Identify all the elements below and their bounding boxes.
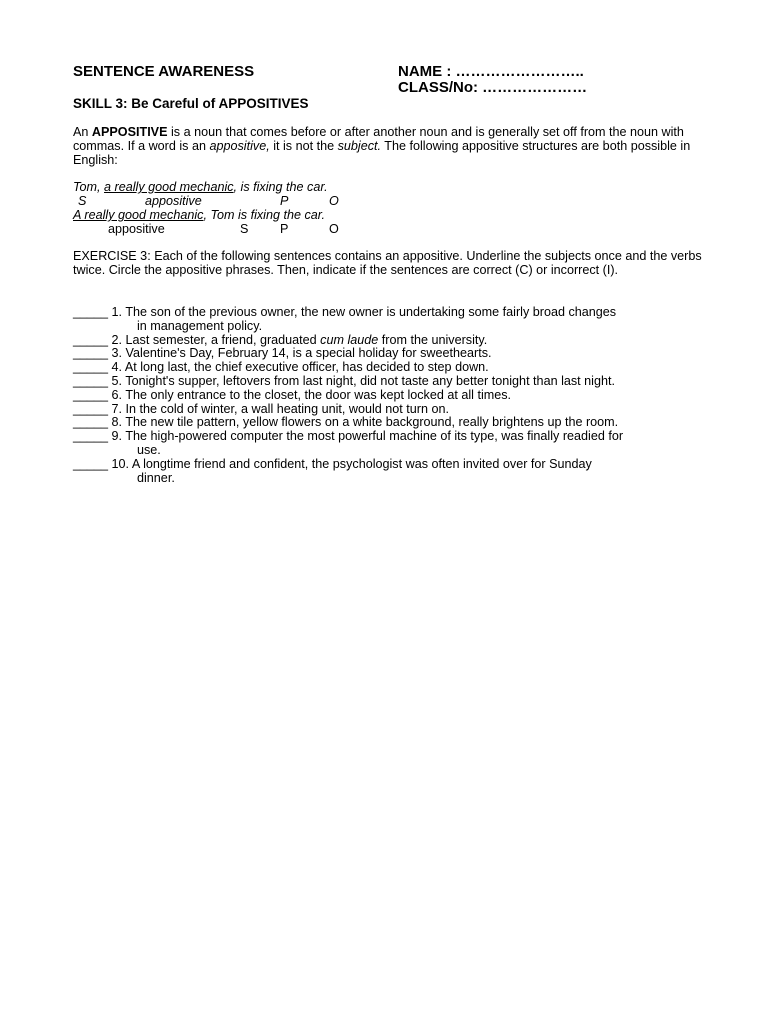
answer-blank[interactable]: _____ xyxy=(73,346,109,360)
name-field: NAME : …………………….. xyxy=(398,63,584,80)
exercise-item-1: _____ 1. The son of the previous owner, the new owner is undertaking some fairly broad changes in management policy. xyxy=(73,305,617,333)
exercise-item-8: _____ 8. The new tile pattern, yellow flowers on a white background, really brightens up the room. xyxy=(73,415,619,429)
exercise-item-5: _____ 5. Tonight's supper, leftovers from last night, did not taste any better tonight than last night. xyxy=(73,374,615,388)
answer-blank[interactable]: _____ xyxy=(73,429,109,443)
skill-heading: SKILL 3: Be Careful of APPOSITIVES xyxy=(73,96,309,111)
answer-blank[interactable]: _____ xyxy=(73,360,109,374)
exercise-item-2: _____ 2. Last semester, a friend, graduated cum laude from the university. xyxy=(73,333,488,347)
answer-blank[interactable]: _____ xyxy=(73,305,109,319)
example-1-label-appositive: appositive xyxy=(145,194,202,208)
exercise-item-7: _____ 7. In the cold of winter, a wall heating unit, would not turn on. xyxy=(73,402,449,416)
intro-paragraph: An APPOSITIVE is a noun that comes before or after another noun and is generally set off from the noun with commas. If a word is an appositive, it is not the subject. The following appositive structures are both possible in English: xyxy=(73,125,691,167)
example-1-label-s: S xyxy=(78,194,87,208)
answer-blank[interactable]: _____ xyxy=(73,388,109,402)
example-1-label-o: O xyxy=(329,194,339,208)
worksheet-title: SENTENCE AWARENESS xyxy=(73,63,255,80)
exercise-item-9: _____ 9. The high-powered computer the most powerful machine of its type, was finally readied for use. xyxy=(73,429,624,457)
example-2-label-s: S xyxy=(240,222,249,236)
example-2-label-p: P xyxy=(280,222,289,236)
example-2-label-o: O xyxy=(329,222,339,236)
class-field: CLASS/No: ………………… xyxy=(398,79,588,96)
exercise-item-4: _____ 4. At long last, the chief executive officer, has decided to step down. xyxy=(73,360,489,374)
example-sentence-2: A really good mechanic, Tom is fixing the car. xyxy=(73,208,326,222)
exercise-item-6: _____ 6. The only entrance to the closet, the door was kept locked at all times. xyxy=(73,388,512,402)
example-2-label-appositive: appositive xyxy=(108,222,165,236)
answer-blank[interactable]: _____ xyxy=(73,402,109,416)
answer-blank[interactable]: _____ xyxy=(73,333,109,347)
appositive-term: APPOSITIVE xyxy=(91,125,168,139)
answer-blank[interactable]: _____ xyxy=(73,374,109,388)
exercise-item-3: _____ 3. Valentine's Day, February 14, is a special holiday for sweethearts. xyxy=(73,346,492,360)
exercise-item-10: _____ 10. A longtime friend and confident, the psychologist was often invited over for Sunday dinner. xyxy=(73,457,592,485)
answer-blank[interactable]: _____ xyxy=(73,457,109,471)
answer-blank[interactable]: _____ xyxy=(73,415,109,429)
example-sentence-1: Tom, a really good mechanic, is fixing the car. xyxy=(73,180,328,194)
exercise-instructions: EXERCISE 3: Each of the following sentences contains an appositive. Underline the subjects once and the verbs twice. Circle the appositive phrases. Then, indicate if the sentences are correct (C) or incorrect (I). xyxy=(73,249,702,277)
example-1-label-p: P xyxy=(280,194,289,208)
